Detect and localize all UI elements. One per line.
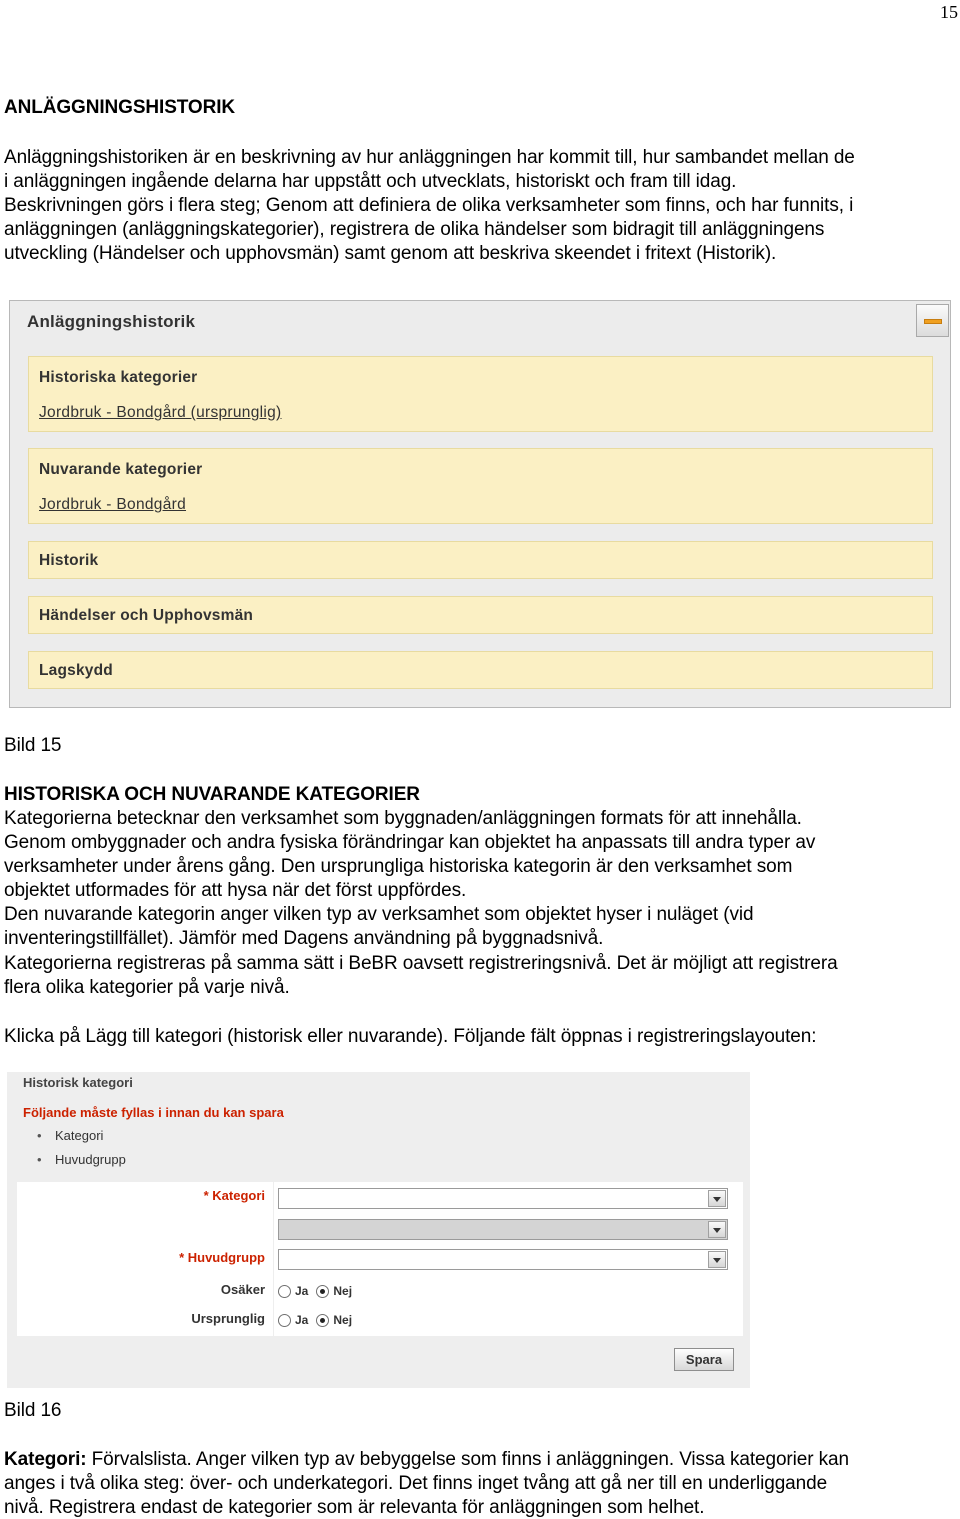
ursprunglig-radio-group xyxy=(278,1311,360,1329)
body-line: Kategorierna registreras på samma sätt i BeBR oavsett registreringsnivå. Det är möjligt att registrera xyxy=(4,953,838,974)
kategori-dropdown[interactable] xyxy=(278,1188,728,1209)
chevron-down-icon xyxy=(708,1221,726,1238)
anlaggningshistorik-panel xyxy=(9,300,951,708)
section-title: Lagskydd xyxy=(39,662,113,679)
osaker-label: Osäker xyxy=(220,1282,265,1297)
historisk-kategori-form xyxy=(7,1072,750,1388)
value-column xyxy=(274,1182,743,1336)
collapse-button[interactable] xyxy=(916,304,949,337)
footer-line: anges i två olika steg: över- och underkategori. Det finns inget tvång att gå ner till en underliggande xyxy=(4,1473,828,1494)
form-title: Historisk kategori xyxy=(23,1075,133,1090)
minus-icon xyxy=(924,319,942,324)
panel-title: Anläggningshistorik xyxy=(27,312,196,331)
figure-caption: Bild 15 xyxy=(4,735,62,756)
section-handelser[interactable] xyxy=(28,596,933,634)
intro-line: i anläggningen ingående delarna har uppstått och utvecklats, historiskt och fram till idag. xyxy=(4,171,737,192)
section-title: Historiska kategorier xyxy=(39,369,198,386)
list-item: • Huvudgrupp xyxy=(37,1151,126,1175)
radio-label: Ja xyxy=(295,1284,309,1298)
section-title: Händelser och Upphovsmän xyxy=(39,607,254,624)
subcategory-dropdown xyxy=(278,1219,728,1240)
footer-line xyxy=(4,1448,960,1472)
radio-label: Nej xyxy=(333,1313,353,1327)
radio-label: Nej xyxy=(333,1284,353,1298)
page-number: 15 xyxy=(940,2,958,22)
page-heading: ANLÄGGNINGSHISTORIK xyxy=(4,97,236,118)
term-label: Kategori: xyxy=(4,1449,87,1470)
body-line: objektet utformades för att hysa när det först uppfördes. xyxy=(4,880,467,901)
validation-warning: Följande måste fyllas i innan du kan spara xyxy=(23,1105,284,1120)
body-line: Den nuvarande kategorin anger vilken typ av verksamhet som objektet hyser i nuläget (vid xyxy=(4,904,754,925)
chevron-down-icon xyxy=(708,1251,726,1268)
term-description: Förvalslista. Anger vilken typ av bebyggelse som finns i anläggningen. Vissa kategorier kan xyxy=(86,1449,849,1470)
required-list xyxy=(37,1127,126,1175)
ursprunglig-ja-radio[interactable] xyxy=(278,1314,291,1327)
radio-label: Ja xyxy=(295,1313,309,1327)
section-historik[interactable] xyxy=(28,541,933,579)
section-heading: HISTORISKA OCH NUVARANDE KATEGORIER xyxy=(4,784,420,805)
section-historiska-kategorier xyxy=(28,356,933,432)
section-title: Historik xyxy=(39,552,99,569)
list-item: • Kategori xyxy=(37,1127,126,1151)
ursprunglig-nej-radio[interactable] xyxy=(316,1314,329,1327)
osaker-ja-radio[interactable] xyxy=(278,1285,291,1298)
chevron-down-icon xyxy=(708,1190,726,1207)
kategori-label: * Kategori xyxy=(203,1188,265,1203)
body-line: Genom ombyggnader och andra fysiska förändringar kan objektet ha anpassats till andra typer av xyxy=(4,832,816,853)
section-title: Nuvarande kategorier xyxy=(39,461,203,478)
section-lagskydd[interactable] xyxy=(28,651,933,689)
category-link[interactable]: Jordbruk - Bondgård (ursprunglig) xyxy=(39,404,282,421)
intro-line: utveckling (Händelser och upphovsmän) samt genom att beskriva skeendet i fritext (Historik). xyxy=(4,243,777,264)
save-button[interactable]: Spara xyxy=(674,1348,734,1371)
category-link[interactable]: Jordbruk - Bondgård xyxy=(39,496,187,513)
instruction-text: Klicka på Lägg till kategori (historisk eller nuvarande). Följande fält öppnas i registreringslayouten: xyxy=(4,1026,817,1047)
section-nuvarande-kategorier xyxy=(28,448,933,524)
body-line: flera olika kategorier på varje nivå. xyxy=(4,977,290,998)
body-line: verksamheter under årens gång. Den ursprungliga historiska kategorin är den verksamhet som xyxy=(4,856,793,877)
intro-line: Anläggningshistoriken är en beskrivning av hur anläggningen har kommit till, hur sambandet mellan de xyxy=(4,147,855,168)
huvudgrupp-dropdown[interactable] xyxy=(278,1249,728,1270)
body-line: inventeringstillfället). Jämför med Dagens användning på byggnadsnivå. xyxy=(4,928,604,949)
intro-line: Beskrivningen görs i flera steg; Genom att definiera de olika verksamheter som finns, och har funnits, i xyxy=(4,195,854,216)
footer-line: nivå. Registrera endast de kategorier som är relevanta för anläggningen som helhet. xyxy=(4,1497,705,1518)
figure-caption: Bild 16 xyxy=(4,1400,62,1421)
osaker-nej-radio[interactable] xyxy=(316,1285,329,1298)
intro-line: anläggningen (anläggningskategorier), registrera de olika händelser som bidragit till anläggningens xyxy=(4,219,825,240)
huvudgrupp-label: * Huvudgrupp xyxy=(179,1250,265,1265)
form-grid xyxy=(17,1182,743,1336)
ursprunglig-label: Ursprunglig xyxy=(191,1311,265,1326)
osaker-radio-group xyxy=(278,1282,360,1300)
body-line: Kategorierna betecknar den verksamhet som byggnaden/anläggningen formats för att innehålla. xyxy=(4,808,802,829)
label-column xyxy=(17,1182,273,1336)
